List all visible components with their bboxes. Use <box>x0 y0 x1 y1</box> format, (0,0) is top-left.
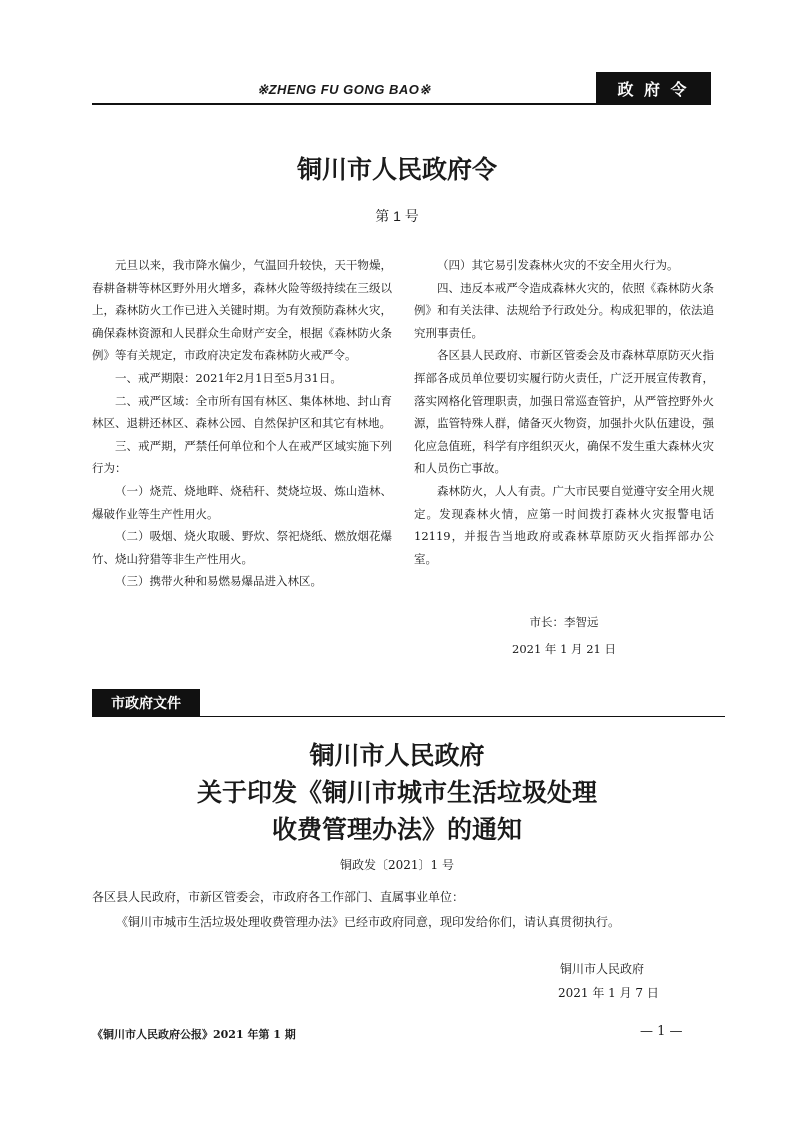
document-number: 铜政发〔2021〕1 号 <box>340 858 454 872</box>
order-date: 2021 年 1 月 21 日 <box>512 642 616 656</box>
order-paragraph: 三、戒严期，严禁任何单位和个人在戒严区域实施下列行为： <box>92 438 392 476</box>
order-title: 铜川市人民政府令 <box>296 155 497 184</box>
order-paragraph: 二、戒严区域：全市所有国有林区、集体林地、封山育林区、退耕还林区、森林公园、自然保护区和其它有林地。 <box>92 393 392 431</box>
notice-addressee: 各区县人民政府，市新区管委会，市政府各工作部门、直属事业单位： <box>92 890 465 904</box>
order-paragraph: 各区县人民政府、市新区管委会及市森林草原防灭火指挥部各成员单位要切实履行防火责任，广泛开展宣传教育，落实网格化管理职责，加强日常巡查管护，从严管控野外火源，监管特殊人群，储备灭火物资，加强扑火队伍建设，强化应急值班，科学有序组织灭火，确保不发生重大森林火灾和人员伤亡事故。 <box>414 348 714 476</box>
order-paragraph: （三）携带火种和易燃易爆品进入林区。 <box>115 574 322 589</box>
section-badge-government-order: 政 府 令 <box>596 72 711 104</box>
order-paragraph: 四、违反本戒严令造成森林火灾的，依照《森林防火条例》和有关法律、法规给予行政处分。构成犯罪的，依法追究刑事责任。 <box>414 280 714 340</box>
order-paragraph: （二）吸烟、烧火取暖、野炊、祭祀烧纸、燃放烟花爆竹、烧山狩猎等非生产性用火。 <box>92 529 392 566</box>
order-left-column <box>92 254 392 593</box>
order-paragraph: 一、戒严期限：2021年2月1日至5月31日。 <box>115 370 342 385</box>
notice-issuer: 铜川市人民政府 <box>560 962 645 976</box>
notice-body: 《铜川市城市生活垃圾处理收费管理办法》已经市政府同意，现印发给你们，请认真贯彻执行。 <box>116 915 621 929</box>
header-divider <box>92 103 711 105</box>
notice-title-line-1: 铜川市人民政府 <box>309 741 485 770</box>
order-paragraph: 森林防火，人人有责。广大市民要自觉遵守安全用火规定。发现森林火情，应第一时间拨打森林火灾报警电话 12119，并报告当地政府或森林草原防灭火指挥部办公室。 <box>414 483 714 566</box>
order-right-column <box>414 254 714 570</box>
footer-page-number: — 1 — <box>640 1024 683 1039</box>
section-divider <box>92 716 725 717</box>
order-paragraph: （一）烧荒、烧地畔、烧秸秆、焚烧垃圾、炼山造林、爆破作业等生产性用火。 <box>92 483 392 521</box>
order-number: 第 1 号 <box>375 208 419 224</box>
gazette-header-title: ※ZHENG FU GONG BAO※ <box>257 82 431 97</box>
notice-title-line-3: 收费管理办法》的通知 <box>271 815 522 844</box>
notice-title-line-2: 关于印发《铜川市城市生活垃圾处理 <box>196 778 597 807</box>
order-signatory: 市长：李智远 <box>529 615 599 629</box>
notice-date: 2021 年 1 月 7 日 <box>558 986 659 1000</box>
order-paragraph: （四）其它易引发森林火灾的不安全用火行为。 <box>437 258 679 272</box>
section-badge-city-documents: 市政府文件 <box>92 689 200 717</box>
order-paragraph: 元旦以来，我市降水偏少，气温回升较快，天干物燥，春耕备耕等林区野外用火增多，森林火险等级持续在三级以上，森林防火工作已进入关键时期。为有效预防森林火灾，确保森林资源和人民群众生命财产安全，根据《森林防火条例》等有关规定，市政府决定发布森林防火戒严令。 <box>92 258 392 363</box>
footer-publication: 《铜川市人民政府公报》2021 年第 1 期 <box>92 1028 296 1041</box>
